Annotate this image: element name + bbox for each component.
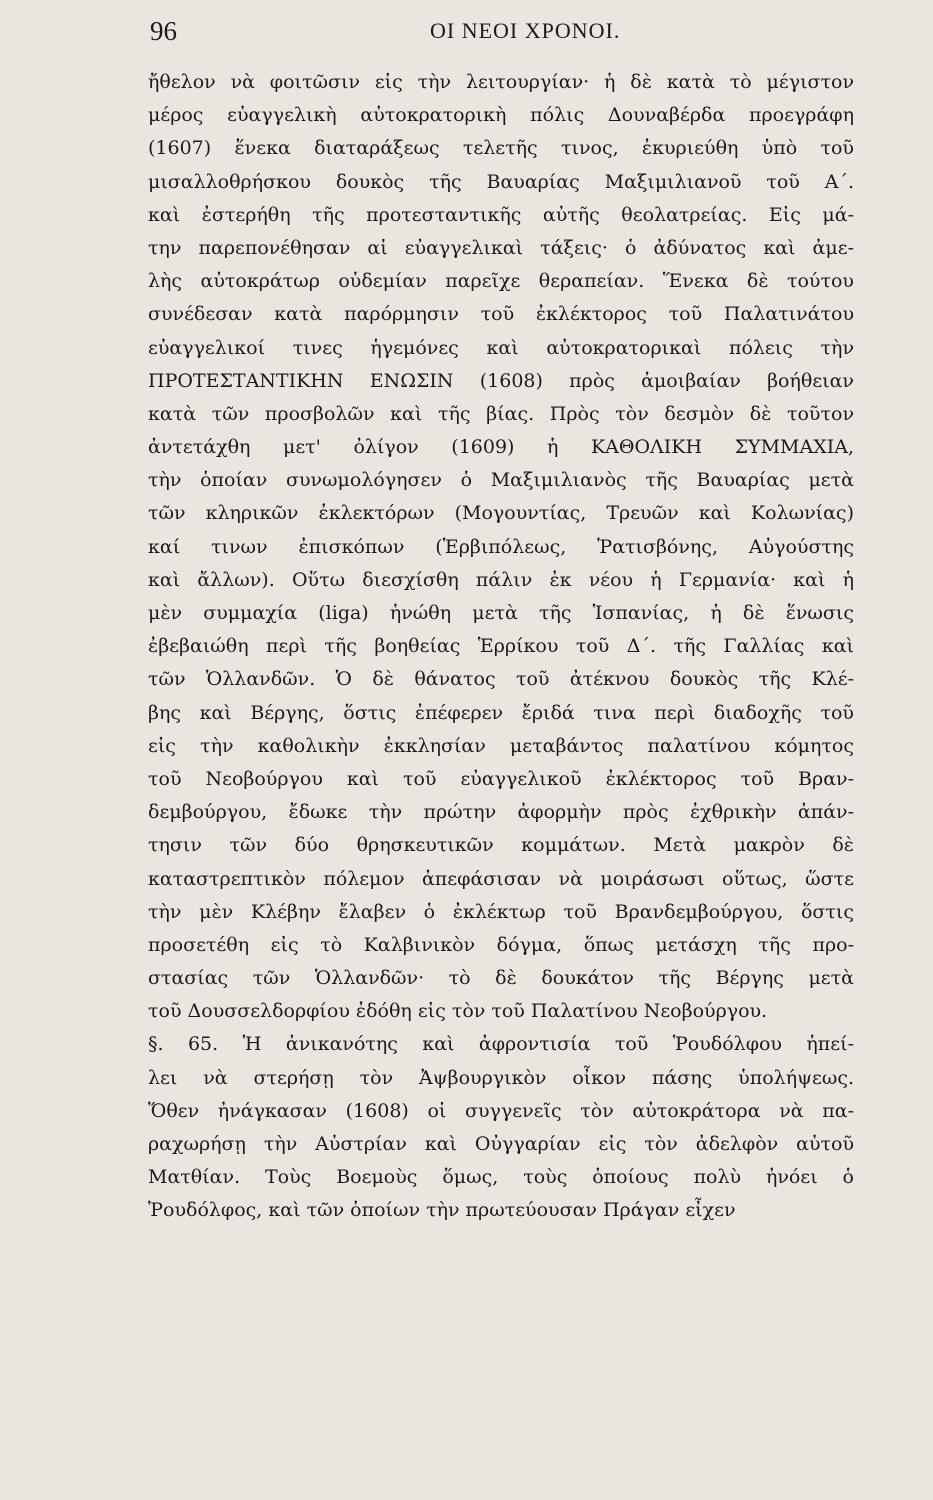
text-line: ραχωρήσῃ τὴν Αὐστρίαν καὶ Οὐγγαρίαν εἰς τὸν ἀδελφὸν αὐτοῦ <box>148 1133 854 1155</box>
text-line: (1607) ἕνεκα διαταράξεως τελετῆς τινος, ἐκυριεύθη ὑπὸ τοῦ <box>148 137 854 160</box>
text-line: τῶν κληρικῶν ἐκλεκτόρων (Μογουντίας, Τρευῶν καὶ Κολωνίας) <box>148 502 854 525</box>
text-line: ΠΡΟΤΕΣΤΑΝΤΙΚΗΝ ΕΝΩΣΙΝ (1608) πρὸς ἀμοιβαίαν βοήθειαν <box>148 369 854 392</box>
text-line: συνέδεσαν κατὰ παρόρμησιν τοῦ ἐκλέκτορος τοῦ Παλατινάτου <box>148 303 854 326</box>
text-line: βης καὶ Βέργης, ὅστις ἐπέφερεν ἔριδά τινα περὶ διαδοχῆς τοῦ <box>148 701 854 724</box>
text-line: Ῥουδόλφος, καὶ τῶν ὁποίων τὴν πρωτεύουσαν Πράγαν εἶχεν <box>148 1199 736 1222</box>
text-line: εὐαγγελικοί τινες ἡγεμόνες καὶ αὐτοκρατορικαὶ πόλεις τὴν <box>148 336 854 359</box>
text-line: ἤθελον νὰ φοιτῶσιν εἰς τὴν λειτουργίαν· ἡ δὲ κατὰ τὸ μέγιστον <box>148 71 854 93</box>
text-line: κατὰ τῶν προσβολῶν καὶ τῆς βίας. Πρὸς τὸν δεσμὸν δὲ τοῦτον <box>148 402 854 425</box>
text-line: την παρεπονέθησαν αἱ εὐαγγελικαὶ τάξεις· ὁ ἀδύνατος καὶ ἀμε- <box>148 236 854 259</box>
body-text <box>148 66 854 1228</box>
text-line: ἀντετάχθη μετ' ὀλίγον (1609) ἡ ΚΑΘΟΛΙΚΗ ΣΥΜΜΑΧΙΑ, <box>148 436 854 459</box>
text-line: προσετέθη εἰς τὸ Καλβινικὸν δόγμα, ὅπως μετάσχη τῆς προ- <box>148 933 854 956</box>
text-line: καταστρεπτικὸν πόλεμον ἀπεφάσισαν νὰ μοιράσωσι οὕτως, ὥστε <box>148 867 854 890</box>
running-title: ΟΙ ΝΕΟΙ ΧΡΟΝΟΙ. <box>430 18 621 43</box>
text-line: λὴς αὐτοκράτωρ οὐδεμίαν παρεῖχε θεραπείαν. Ἕνεκα δὲ τούτου <box>148 270 854 293</box>
text-line: τὴν μὲν Κλέβην ἔλαβεν ὁ ἐκλέκτωρ τοῦ Βρανδεμβούργου, ὅστις <box>148 900 854 923</box>
text-line: §. 65. Ἡ ἀνικανότης καὶ ἀφροντισία τοῦ Ῥουδόλφου ἠπεί- <box>148 1033 854 1056</box>
text-line: τὴν ὁποίαν συνωμολόγησεν ὁ Μαξιμιλιανὸς τῆς Βαυαρίας μετὰ <box>148 469 854 492</box>
text-line: ἐβεβαιώθη περὶ τῆς βοηθείας Ἑρρίκου τοῦ Δ΄. τῆς Γαλλίας καὶ <box>148 635 854 658</box>
text-line: καί τινων ἐπισκόπων (Ἑρβιπόλεως, Ῥατισβόνης, Αὐγούστης <box>148 535 854 558</box>
text-line: Ὅθεν ἠνάγκασαν (1608) οἱ συγγενεῖς τὸν αὐτοκράτορα νὰ πα- <box>148 1099 854 1122</box>
text-line: τησιν τῶν δύο θρησκευτικῶν κομμάτων. Μετὰ μακρὸν δὲ <box>148 834 854 857</box>
text-line: μὲν συμμαχία (liga) ἡνώθη μετὰ τῆς Ἱσπανίας, ἡ δὲ ἕνωσις <box>148 602 854 624</box>
text-line: τοῦ Δουσσελδορφίου ἐδόθη εἰς τὸν τοῦ Παλατίνου Νεοβούργου. <box>148 1000 768 1023</box>
page-header <box>150 16 850 52</box>
text-line: εἰς τὴν καθολικὴν ἐκκλησίαν μεταβάντος παλατίνου κόμητος <box>148 734 854 757</box>
text-line: καὶ ἄλλων). Οὕτω διεσχίσθη πάλιν ἐκ νέου ἡ Γερμανία· καὶ ἡ <box>148 568 854 591</box>
text-line: στασίας τῶν Ὁλλανδῶν· τὸ δὲ δουκάτον τῆς Βέργης μετὰ <box>148 967 854 990</box>
text-line: καὶ ἐστερήθη τῆς προτεσταντικῆς αὐτῆς θεολατρείας. Εἰς μά- <box>148 203 854 226</box>
text-line: μισαλλοθρήσκου δουκὸς τῆς Βαυαρίας Μαξιμιλιανοῦ τοῦ Α΄. <box>148 170 854 193</box>
text-line: τῶν Ὁλλανδῶν. Ὁ δὲ θάνατος τοῦ ἀτέκνου δουκὸς τῆς Κλέ- <box>148 668 854 691</box>
text-line: λει νὰ στερήσῃ τὸν Ἀψβουργικὸν οἶκον πάσης ὑπολήψεως. <box>148 1066 854 1089</box>
text-line: δεμβούργου, ἔδωκε τὴν πρώτην ἀφορμὴν πρὸς ἐχθρικὴν ἀπάν- <box>148 801 854 824</box>
text-line: Ματθίαν. Τοὺς Βοεμοὺς ὅμως, τοὺς ὁποίους πολὺ ἠνόει ὁ <box>148 1166 854 1189</box>
text-line: μέρος εὐαγγελικὴ αὐτοκρατορικὴ πόλις Δουναβέρδα προεγράφη <box>148 104 854 127</box>
text-line: τοῦ Νεοβούργου καὶ τοῦ εὐαγγελικοῦ ἐκλέκτορος τοῦ Βραν- <box>148 767 854 790</box>
page-number: 96 <box>150 16 177 46</box>
